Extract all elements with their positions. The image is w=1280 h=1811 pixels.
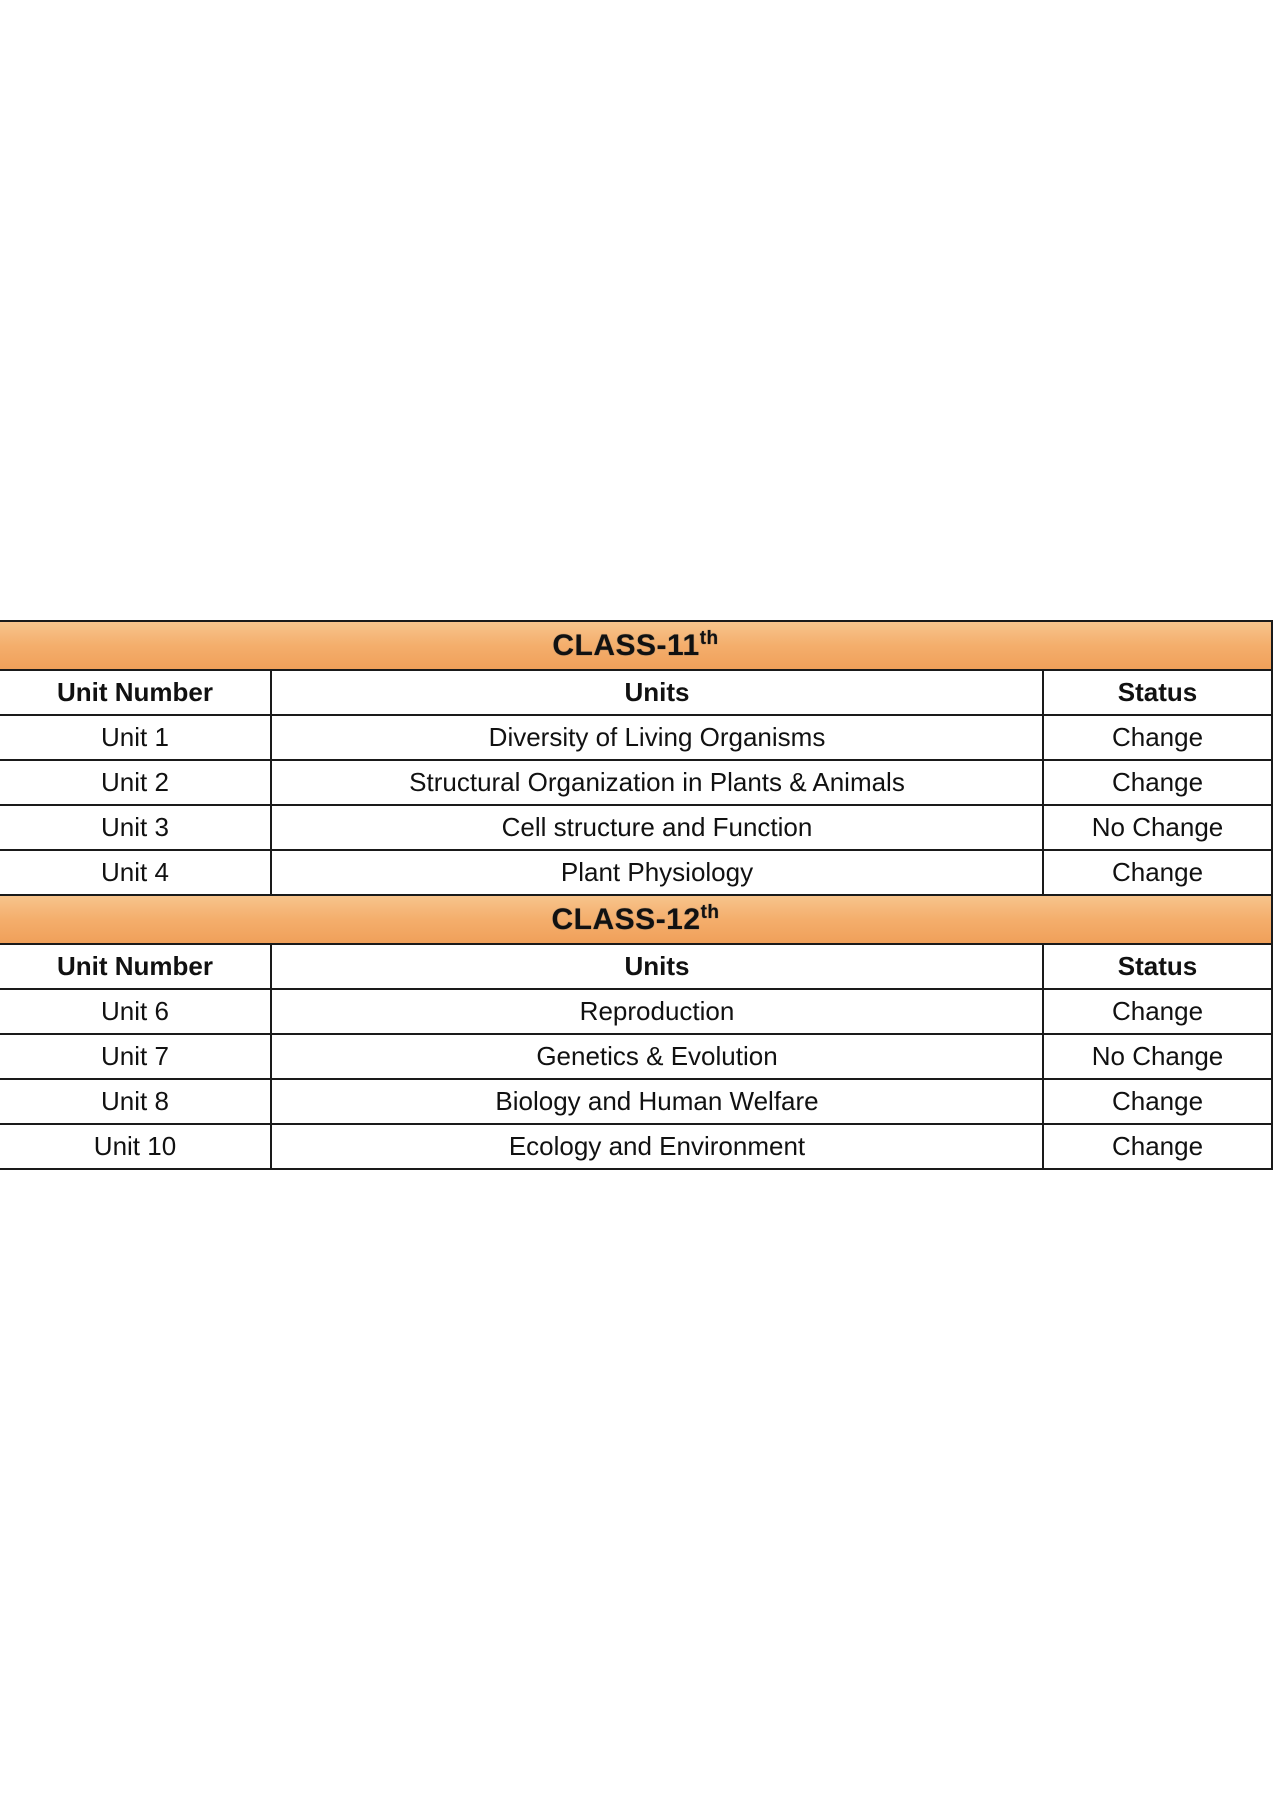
class-11-label: CLASS-11 bbox=[552, 628, 700, 662]
table-row bbox=[0, 1079, 1272, 1124]
status-cell: Change bbox=[1043, 1079, 1272, 1124]
status-cell: Change bbox=[1043, 760, 1272, 805]
class-11-column-headers bbox=[0, 670, 1272, 715]
class-12-header-row bbox=[0, 895, 1272, 944]
header-status: Status bbox=[1043, 944, 1272, 989]
status-cell: No Change bbox=[1043, 1034, 1272, 1079]
header-units: Units bbox=[271, 944, 1043, 989]
syllabus-table bbox=[0, 620, 1273, 1170]
class-12-title bbox=[0, 895, 1272, 944]
status-cell: Change bbox=[1043, 715, 1272, 760]
unit-name-cell: Plant Physiology bbox=[271, 850, 1043, 895]
table-row bbox=[0, 760, 1272, 805]
class-12-column-headers bbox=[0, 944, 1272, 989]
class-12-label: CLASS-12 bbox=[551, 902, 701, 936]
unit-number-cell: Unit 4 bbox=[0, 850, 271, 895]
table-row bbox=[0, 1124, 1272, 1169]
header-status: Status bbox=[1043, 670, 1272, 715]
unit-name-cell: Structural Organization in Plants & Animals bbox=[271, 760, 1043, 805]
unit-name-cell: Ecology and Environment bbox=[271, 1124, 1043, 1169]
unit-number-cell: Unit 1 bbox=[0, 715, 271, 760]
unit-number-cell: Unit 10 bbox=[0, 1124, 271, 1169]
unit-name-cell: Genetics & Evolution bbox=[271, 1034, 1043, 1079]
unit-number-cell: Unit 2 bbox=[0, 760, 271, 805]
unit-number-cell: Unit 8 bbox=[0, 1079, 271, 1124]
unit-name-cell: Reproduction bbox=[271, 989, 1043, 1034]
header-units: Units bbox=[271, 670, 1043, 715]
header-unit-number: Unit Number bbox=[0, 670, 271, 715]
table-row bbox=[0, 805, 1272, 850]
class-11-header-row bbox=[0, 621, 1272, 670]
class-11-title bbox=[0, 621, 1272, 670]
class-12-suffix: th bbox=[700, 901, 720, 923]
status-cell: Change bbox=[1043, 1124, 1272, 1169]
status-cell: Change bbox=[1043, 850, 1272, 895]
header-unit-number: Unit Number bbox=[0, 944, 271, 989]
table-row bbox=[0, 1034, 1272, 1079]
syllabus-document bbox=[0, 620, 1272, 1170]
table-row bbox=[0, 989, 1272, 1034]
status-cell: Change bbox=[1043, 989, 1272, 1034]
unit-name-cell: Cell structure and Function bbox=[271, 805, 1043, 850]
unit-number-cell: Unit 6 bbox=[0, 989, 271, 1034]
table-row bbox=[0, 850, 1272, 895]
unit-number-cell: Unit 7 bbox=[0, 1034, 271, 1079]
class-11-suffix: th bbox=[699, 627, 719, 649]
unit-number-cell: Unit 3 bbox=[0, 805, 271, 850]
unit-name-cell: Biology and Human Welfare bbox=[271, 1079, 1043, 1124]
status-cell: No Change bbox=[1043, 805, 1272, 850]
unit-name-cell: Diversity of Living Organisms bbox=[271, 715, 1043, 760]
table-row bbox=[0, 715, 1272, 760]
